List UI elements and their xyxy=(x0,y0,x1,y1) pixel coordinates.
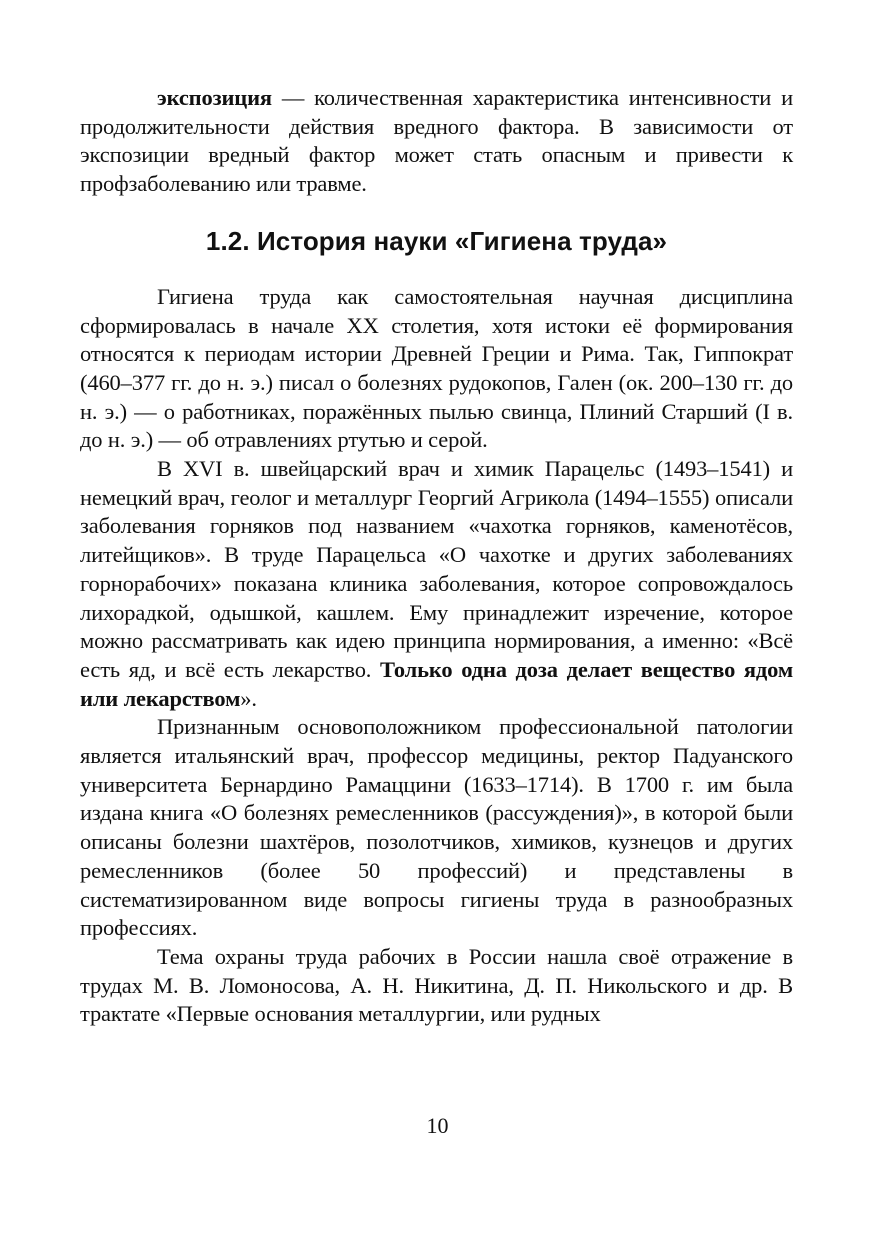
term-exposure: экспозиция xyxy=(157,85,272,110)
page-content xyxy=(80,84,793,1029)
paracelsus-quote-bold: Только одна доза делает вещество ядом или лекарством xyxy=(80,656,793,711)
paragraph-ramazzini: Признанным основоположником профессиональной патологии является итальянский врач, профессор медицины, ректор Падуанского университета Бернардино Рамаццини (1633–1714). В 1700 г. им была издана книга «О болезнях ремесленников (рассуждения)», в которой были описаны болезни шахтёров, позолотчиков, химиков, кузнецов и других ремесленников (более 50 профессий) и представлены в систематизированном виде вопросы гигиены труда в разнообразных профессиях. xyxy=(80,714,793,941)
term-definition: — количественная характеристика интенсивности и продолжительности действия вредного фактора. В зависимости от экспозиции вредный фактор может стать опасным и привести к профзаболеванию или травме. xyxy=(80,85,793,197)
paragraph-paracelsus xyxy=(80,455,793,713)
paracelsus-text: В XVI в. швейцарский врач и химик Парацельс (1493–1541) и немецкий врач, геолог и металлург Георгий Агрикола (1494–1555) описали заболевания горняков под названием «чахотка горняков, каменотёсов, литейщиков». В труде Парацельса «О чахотке и других заболеваниях горнорабочих» показана клиника заболевания, которое сопровождалось лихорадкой, одышкой, кашлем. Ему принадлежит изречение, которое можно рассматривать как идею принципа нормирования, а именно: «Всё есть яд, и всё есть лекарство. xyxy=(80,456,793,682)
paragraph-russia: Тема охраны труда рабочих в России нашла своё отражение в трудах М. В. Ломоносова, А. Н. Никитина, Д. П. Никольского и др. В трактате «Первые основания металлургии, или рудных xyxy=(80,943,793,1027)
page-number: 10 xyxy=(426,1113,449,1138)
section-heading: 1.2. История науки «Гигиена труда» xyxy=(205,225,668,256)
paragraph-origins: Гигиена труда как самостоятельная научная дисциплина сформировалась в начале XX столетия, хотя истоки её формирования относятся к периодам истории Древней Греции и Рима. Так, Гиппократ (460–377 гг. до н. э.) писал о болезнях рудокопов, Гален (ок. 200–130 гг. до н. э.) — о работниках, поражённых пылью свинца, Плиний Старший (I в. до н. э.) — об отравлениях ртутью и серой. xyxy=(80,283,793,453)
intro-paragraph xyxy=(80,84,793,199)
paracelsus-quote-end: ». xyxy=(240,685,257,711)
